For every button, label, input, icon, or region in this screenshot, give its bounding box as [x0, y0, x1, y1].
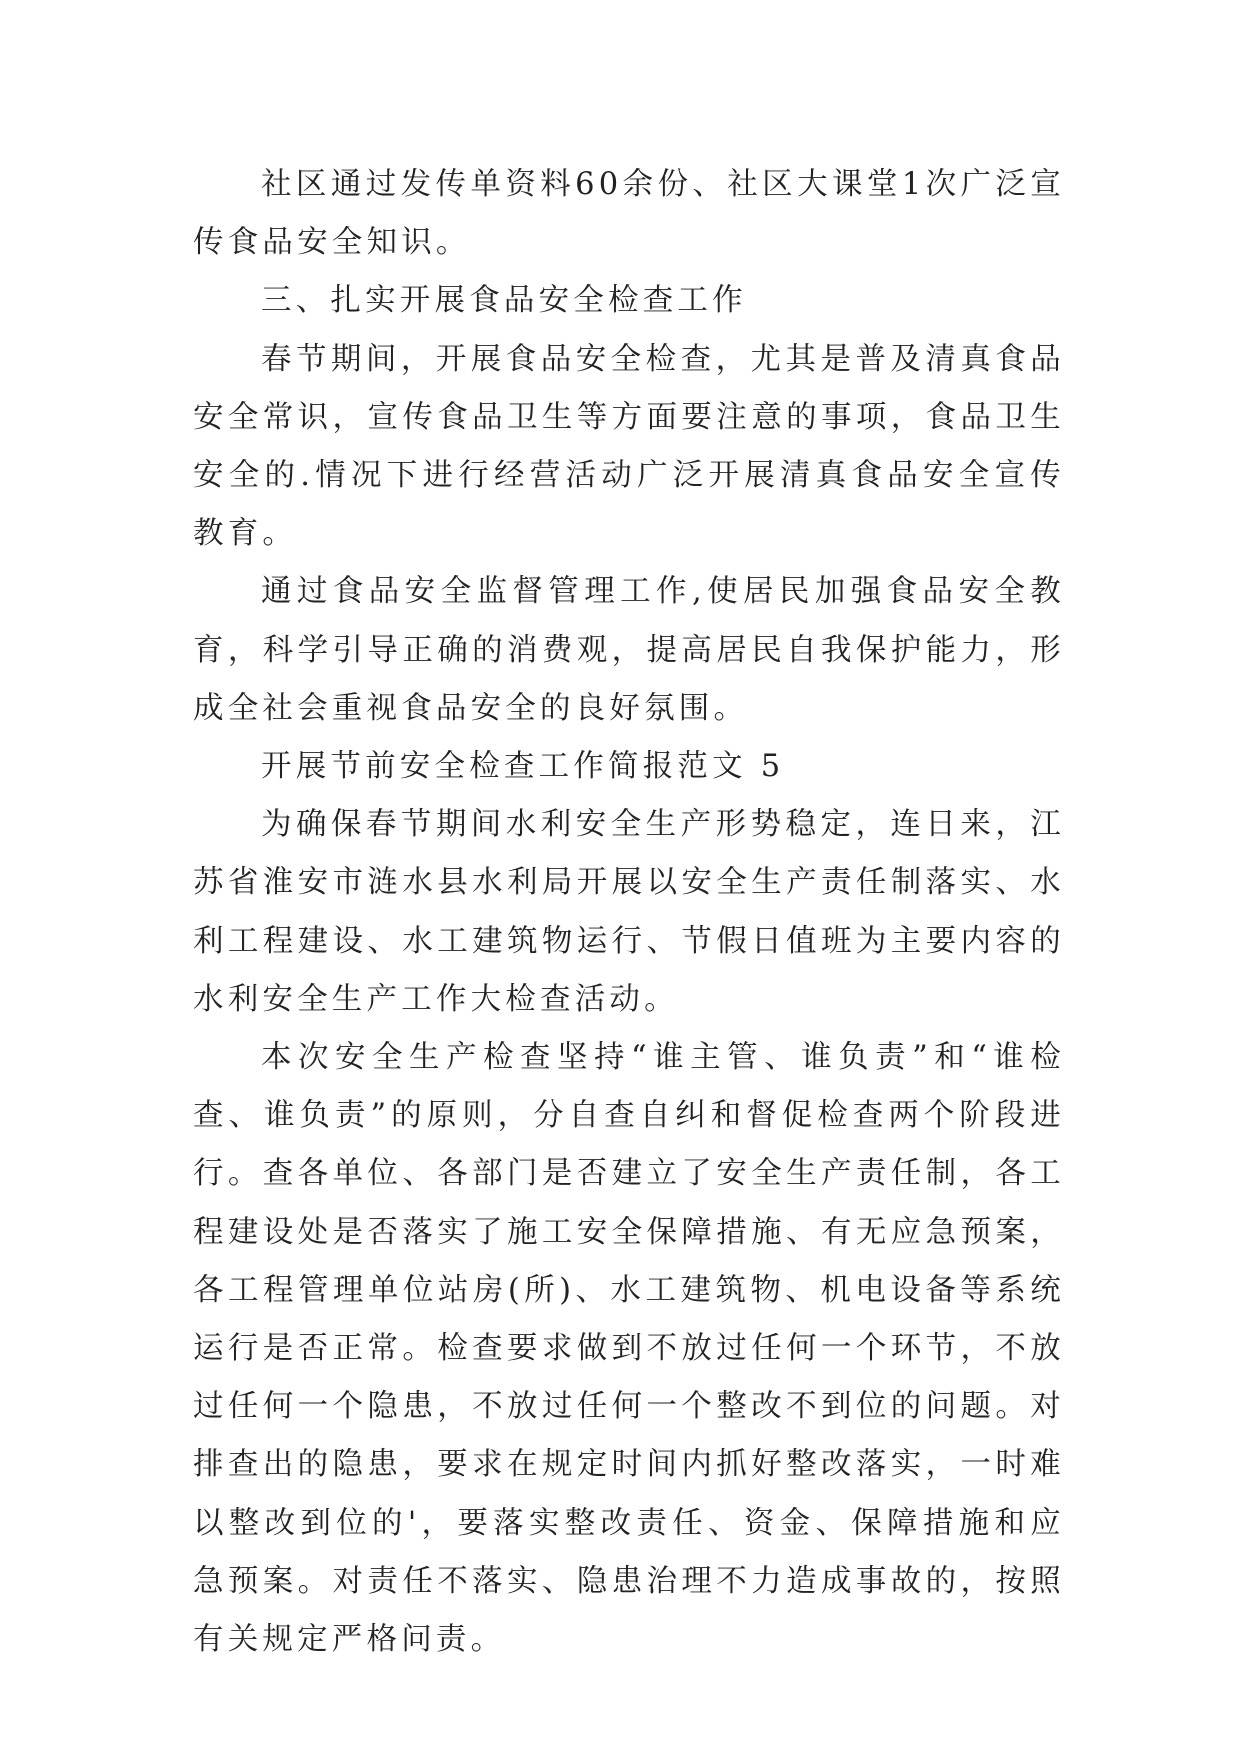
- paragraph-water-safety: 为确保春节期间水利安全生产形势稳定，连日来，江苏省淮安市涟水县水利局开展以安全生产责任制落实、水利工程建设、水工建筑物运行、节假日值班为主要内容的水利安全生产工作大检查活动。: [193, 807, 1065, 1017]
- document-body: [193, 156, 1065, 1669]
- section-heading-inspection: 三、扎实开展食品安全检查工作: [261, 283, 747, 319]
- paragraph-spring-festival: 春节期间，开展食品安全检查，尤其是普及清真食品安全常识，宣传食品卫生等方面要注意的事项，食品卫生安全的.情况下进行经营活动广泛开展清真食品安全宣传教育。: [193, 341, 1065, 552]
- document-subtitle: 开展节前安全检查工作简报范文 5: [261, 749, 785, 785]
- paragraph-inspection-details: 本次安全生产检查坚持“谁主管、谁负责”和“谁检查、谁负责”的原则，分自查自纠和督促检查两个阶段进行。查各单位、各部门是否建立了安全生产责任制，各工程建设处是否落实了施工安全保障措施、有无应急预案，各工程管理单位站房(所)、水工建筑物、机电设备等系统运行是否正常。检查要求做到不放过任何一个环节，不放过任何一个隐患，不放过任何一个整改不到位的问题。对排查出的隐患，要求在规定时间内抓好整改落实，一时难以整改到位的'，要落实整改责任、资金、保障措施和应急预案。对责任不落实、隐患治理不力造成事故的，按照有关规定严格问责。: [193, 1040, 1065, 1658]
- paragraph-publicity: 社区通过发传单资料60余份、社区大课堂1次广泛宣传食品安全知识。: [193, 167, 1065, 261]
- paragraph-supervision: 通过食品安全监督管理工作,使居民加强食品安全教育，科学引导正确的消费观，提高居民自我保护能力，形成全社会重视食品安全的良好氛围。: [193, 574, 1065, 726]
